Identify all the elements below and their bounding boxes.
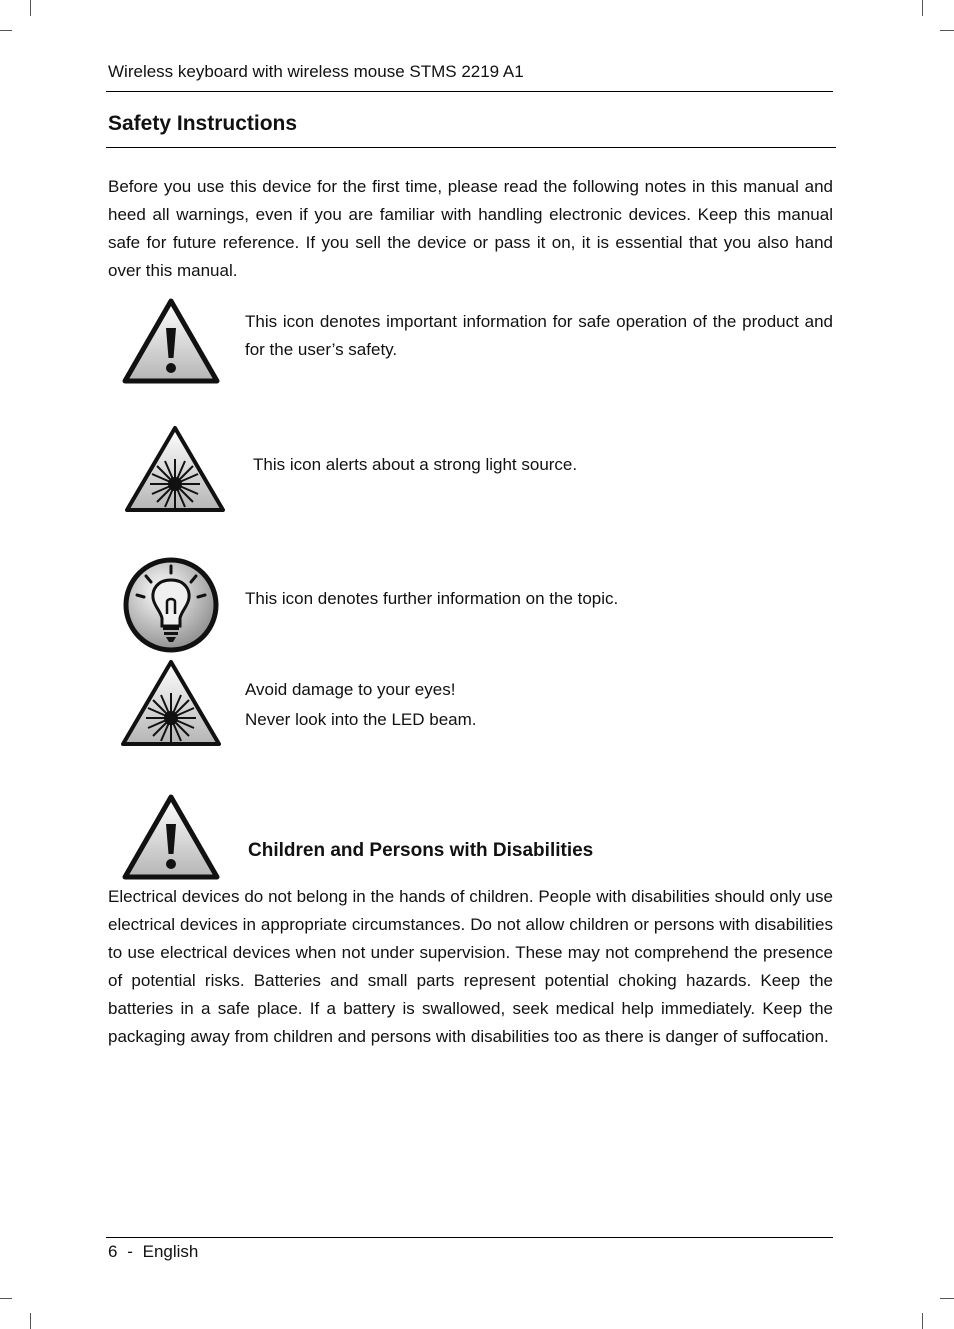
- warning-icon-text: This icon denotes important information for safe operation of the product and for the user’s safety.: [245, 312, 833, 359]
- header-rule: [106, 91, 833, 92]
- crop-mark: [940, 1298, 954, 1299]
- light-source-icon-text: This icon alerts about a strong light source.: [253, 455, 578, 474]
- crop-mark: [0, 1298, 12, 1299]
- crop-mark: [30, 0, 31, 16]
- crop-mark: [940, 30, 954, 31]
- light-bulb-icon: [122, 556, 220, 654]
- footer-separator: -: [127, 1242, 133, 1261]
- footer-language: English: [142, 1242, 199, 1261]
- crop-mark: [922, 0, 923, 16]
- intro-paragraph: Before you use this device for the first time, please read the following notes in this manual and heed all warnings, even if you are familiar with handling electronic devices. Keep this manual safe for future reference. If you sell the device or pass it on, it is essential that you also hand over this manual.: [108, 177, 833, 280]
- warning-triangle-icon: [122, 794, 220, 880]
- footer-rule: [106, 1237, 833, 1238]
- section-rule: [106, 147, 836, 148]
- eye-warning-line-2: Never look into the LED beam.: [245, 710, 477, 729]
- crop-mark: [0, 30, 12, 31]
- running-header: Wireless keyboard with wireless mouse STMS 2219 A1: [108, 62, 524, 81]
- light-source-warning-icon: [124, 425, 226, 513]
- children-paragraph: Electrical devices do not belong in the hands of children. People with disabilities should only use electrical devices in appropriate circumstances. Do not allow children or persons with disabilities to use electrical devices when not under supervision. These may not comprehend the presence of potential risks. Batteries and small parts represent potential choking hazards. Keep the batteries in a safe place. If a battery is swallowed, seek medical help immediately. Keep the packaging away from children and persons with disabilities too as there is danger of suffocation.: [108, 887, 833, 1046]
- warning-triangle-icon: [122, 298, 220, 384]
- section-title: Safety Instructions: [108, 112, 298, 135]
- page-footer: [108, 1242, 198, 1262]
- eye-warning-line-1: Avoid damage to your eyes!: [245, 680, 456, 699]
- info-icon-text: This icon denotes further information on the topic.: [245, 589, 619, 608]
- eye-damage-warning-icon: [120, 659, 222, 747]
- page-number: 6: [108, 1242, 118, 1261]
- crop-mark: [30, 1313, 31, 1329]
- children-heading: Children and Persons with Disabilities: [248, 840, 594, 861]
- crop-mark: [922, 1313, 923, 1329]
